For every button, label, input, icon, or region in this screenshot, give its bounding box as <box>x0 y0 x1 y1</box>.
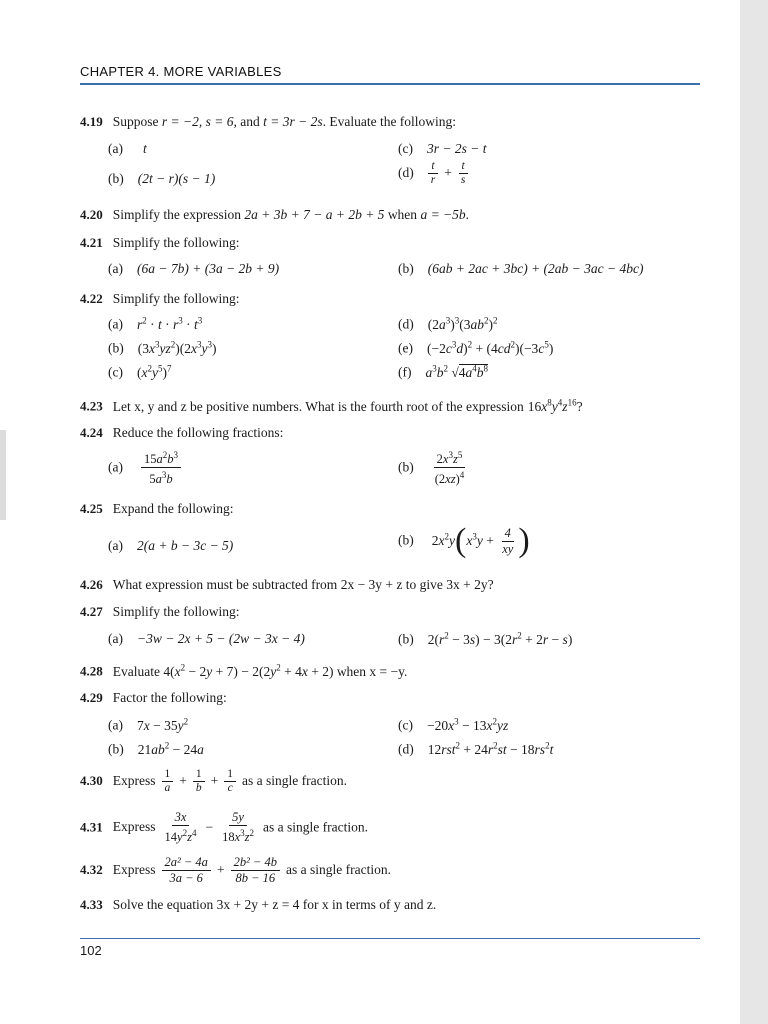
problem-4-30: 4.30 Express $\frac{1}{a}$ + $\frac{1}{b}$ + $\frac{1}{c}$ as a single fraction. <box>80 768 347 794</box>
problem-4-26: 4.26 What expression must be subtracted from 2x − 3y + z to give 3x + 2y? <box>80 577 494 592</box>
part-b: (b) $2(r^2 - 3s) - 3(2r^2 + 2r - s)$ <box>398 630 573 647</box>
page-number: 102 <box>80 943 102 958</box>
page-edge-left-shadow <box>0 430 6 520</box>
problem-4-29: 4.29 Factor the following: <box>80 690 227 705</box>
part-a: (a) −3w − 2x + 5 − (2w − 3x − 4) <box>108 631 305 646</box>
problem-4-19 <box>80 113 456 131</box>
problem-4-20: 4.20 Simplify the expression 2a + 3b + 7 − a + 2b + 5 when a = −5b. <box>80 207 470 222</box>
part-c: (c) $(x^2y^5)^7$ <box>108 363 172 380</box>
part-b: (b) $2x^2y(x^3y$ + $\frac{4}{xy}$ ) <box>398 522 530 559</box>
part-a: (a) $\frac{15a^2b^3}{5a^3b}$ <box>108 448 183 487</box>
header-rule <box>80 83 700 85</box>
part-b: (b) (6ab + 2ac + 3bc) + (2ab − 3ac − 4bc) <box>398 261 644 276</box>
problem-4-21: 4.21 Simplify the following: <box>80 235 240 250</box>
part-b: (b) $21ab^2 - 24a$ <box>108 740 204 757</box>
part-c: $(c) -20x^3 - 13x^2yz$ <box>398 716 509 733</box>
problem-4-28: 4.28 Evaluate $4(x^2 - 2y + 7) - 2(2y^2 + 4x + 2)$ when x = −y. <box>80 662 408 679</box>
part-d: (d) $(2a^3)^3(3ab^2)^2$ <box>398 315 498 332</box>
footer-rule <box>80 938 700 939</box>
problem-4-22: 4.22 Simplify the following: <box>80 291 240 306</box>
problem-4-23: 4.23 Let x, y and z be positive numbers. What is the fourth root of the expression $16x^8y^4z^{16}$? <box>80 397 583 414</box>
part-f: (f) $a^3b^2$ $√4a^4b^8$ <box>398 363 489 380</box>
problem-number: 4.19 <box>80 114 103 129</box>
problem-text: Suppose r = −2, s = 6, and t = 3r − 2s. Evaluate the following: <box>112 114 457 129</box>
problem-4-31: 4.31 Express $\frac{3x}{14y^2z^4}$ − $\frac{5y}{18x^3z^2}$ as a single fraction. <box>80 810 368 845</box>
part-b: (b) (2t − r)(s − 1) <box>108 171 216 186</box>
problem-4-24: 4.24 Reduce the following fractions: <box>80 425 284 440</box>
problem-4-33: 4.33 Solve the equation 3x + 2y + z = 4 for x in terms of y and z. <box>80 897 437 912</box>
part-e: (e) $(-2c^3d)^2 + (4cd^2)(-3c^5)$ <box>398 339 554 356</box>
part-d: (d) $12rst^2 + 24r^2st - 18rs^2t$ <box>398 740 554 757</box>
chapter-header: CHAPTER 4. MORE VARIABLES <box>80 64 282 79</box>
part-a: (a) t <box>108 141 147 156</box>
part-b: (b) $\frac{2x^3z^5}{(2xz)^4}$ <box>398 450 465 487</box>
part-a: (a) $r^2 \cdot t \cdot r^3 \cdot t^3$ <box>108 315 203 332</box>
part-c: (c) 3r − 2s − t <box>398 141 487 156</box>
problem-4-27: 4.27 Simplify the following: <box>80 604 240 619</box>
part-b: (b) $(3x^3yz^2)(2x^3y^3)$ <box>108 339 217 356</box>
problem-4-32: 4.32 Express $\frac{\text{2a² − 4a}}{3a - 6}$ + $\frac{\text{2b² − 4b}}{8b - 16}$ as a single fraction. <box>80 855 391 885</box>
part-a: (a) $7x - 35y^2$ <box>108 716 189 733</box>
page-edge-shadow <box>740 0 768 1024</box>
part-a: (a) 2(a + b − 3c − 5) <box>108 538 234 553</box>
problem-4-25: 4.25 Expand the following: <box>80 501 234 516</box>
part-a: (a) (6a − 7b) + (3a − 2b + 9) <box>108 261 280 276</box>
part-d: (d) $\frac{t}{r}$ + $\frac{t}{s}$ <box>398 160 470 187</box>
